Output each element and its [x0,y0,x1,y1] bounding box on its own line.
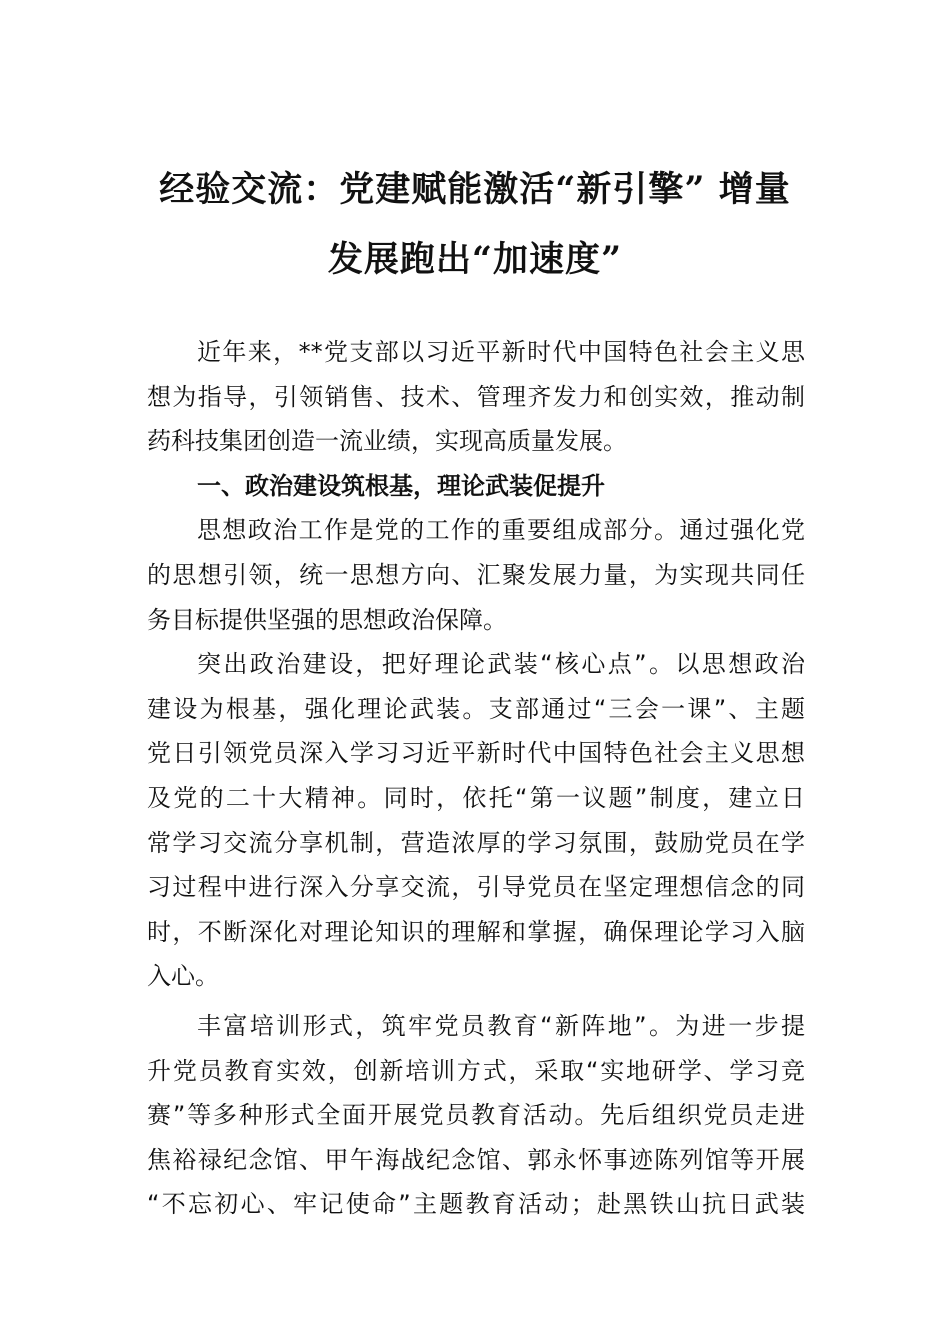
text-line: 思想政治工作是党的工作的重要组成部分。通过强化党 [197,516,805,545]
text-line: 建设为根基，强化理论武装。支部通过“三会一课”、主题 [147,694,805,723]
text-line: 常学习交流分享机制，营造浓厚的学习氛围，鼓励党员在学 [147,828,805,857]
text-line: 赛”等多种形式全面开展党员教育活动。先后组织党员走进 [147,1101,805,1130]
document-body [147,330,805,1227]
paragraph [147,508,805,642]
text-line: 入心。 [147,962,219,991]
paragraph [147,1004,805,1227]
document-title-line-2: 发展跑出“加速度” [327,239,623,280]
text-line: 的思想引领，统一思想方向、汇聚发展力量，为实现共同任 [147,560,805,589]
text-line: 丰富培训形式，筑牢党员教育“新阵地”。为进一步提 [197,1011,805,1040]
document-title-line-1: 经验交流：党建赋能激活“新引擎” 增量 [159,169,791,210]
text-line: “不忘初心、牢记使命”主题教育活动；赴黑铁山抗日武装 [147,1190,805,1219]
text-line: 党日引领党员深入学习习近平新时代中国特色社会主义思想 [147,739,805,768]
text-line: 突出政治建设，把好理论武装“核心点”。以思想政治 [197,650,805,679]
text-line: 近年来，**党支部以习近平新时代中国特色社会主义思 [197,338,805,366]
paragraph [147,330,805,464]
text-line: 时，不断深化对理论知识的理解和掌握，确保理论学习入脑 [147,917,805,946]
text-line: 习过程中进行深入分享交流，引导党员在坚定理想信念的同 [147,873,805,902]
paragraph [147,642,805,999]
text-line: 焦裕禄纪念馆、甲午海战纪念馆、郭永怀事迹陈列馆等开展 [147,1145,805,1174]
text-line: 想为指导，引领销售、技术、管理齐发力和创实效，推动制 [147,382,805,411]
text-line: 药科技集团创造一流业绩，实现高质量发展。 [147,427,627,456]
text-line: 务目标提供坚强的思想政治保障。 [147,605,507,634]
section-heading [147,464,805,509]
text-line: 及党的二十大精神。同时，依托“第一议题”制度，建立日 [147,783,805,812]
text-line: 升党员教育实效，创新培训方式，采取“实地研学、学习竞 [147,1056,805,1085]
text-line: 一、政治建设筑根基，理论武装促提升 [197,471,605,500]
